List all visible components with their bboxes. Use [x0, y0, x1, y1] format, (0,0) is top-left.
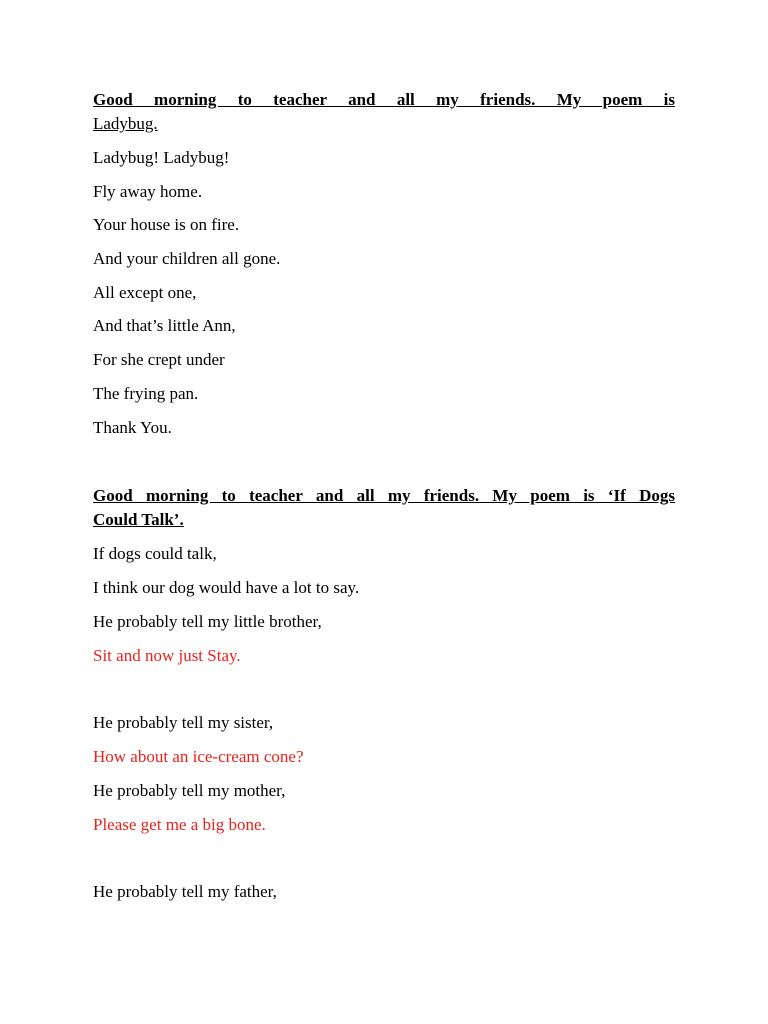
- poem-line: Fly away home.: [93, 182, 203, 201]
- poem-line: Thank You.: [93, 418, 172, 437]
- poem-line: And your children all gone.: [93, 249, 281, 268]
- heading-line-2: [93, 508, 675, 532]
- poem-line-highlighted: How about an ice-cream cone?: [93, 747, 304, 766]
- heading-line-1: Good morning to teacher and all my friends. My poem is: [93, 90, 675, 109]
- poem-title-ladybug: Ladybug.: [93, 114, 158, 133]
- poem-line: He probably tell my mother,: [93, 781, 286, 800]
- poem-line: He probably tell my sister,: [93, 713, 274, 732]
- poem-line: The frying pan.: [93, 384, 199, 403]
- poem-line: If dogs could talk,: [93, 544, 217, 563]
- poem-title-if-dogs-could-talk: Could Talk’.: [93, 510, 184, 529]
- poem-heading-ladybug: [93, 88, 675, 136]
- poem-heading-if-dogs-could-talk: [93, 484, 675, 532]
- document-page: [93, 0, 675, 1024]
- poem-line-highlighted: Please get me a big bone.: [93, 815, 266, 834]
- poem-line: Your house is on fire.: [93, 215, 240, 234]
- poem-line: He probably tell my little brother,: [93, 612, 322, 631]
- heading-line-1: Good morning to teacher and all my friends. My poem is ‘If Dogs: [93, 486, 675, 505]
- heading-line-2: [93, 112, 675, 136]
- poem-line: For she crept under: [93, 350, 225, 369]
- poem-line: Ladybug! Ladybug!: [93, 148, 230, 167]
- poem-line: He probably tell my father,: [93, 882, 277, 901]
- poem-line: I think our dog would have a lot to say.: [93, 578, 360, 597]
- poem-line: And that’s little Ann,: [93, 316, 236, 335]
- poem-line-highlighted: Sit and now just Stay.: [93, 646, 241, 665]
- poem-line: All except one,: [93, 283, 197, 302]
